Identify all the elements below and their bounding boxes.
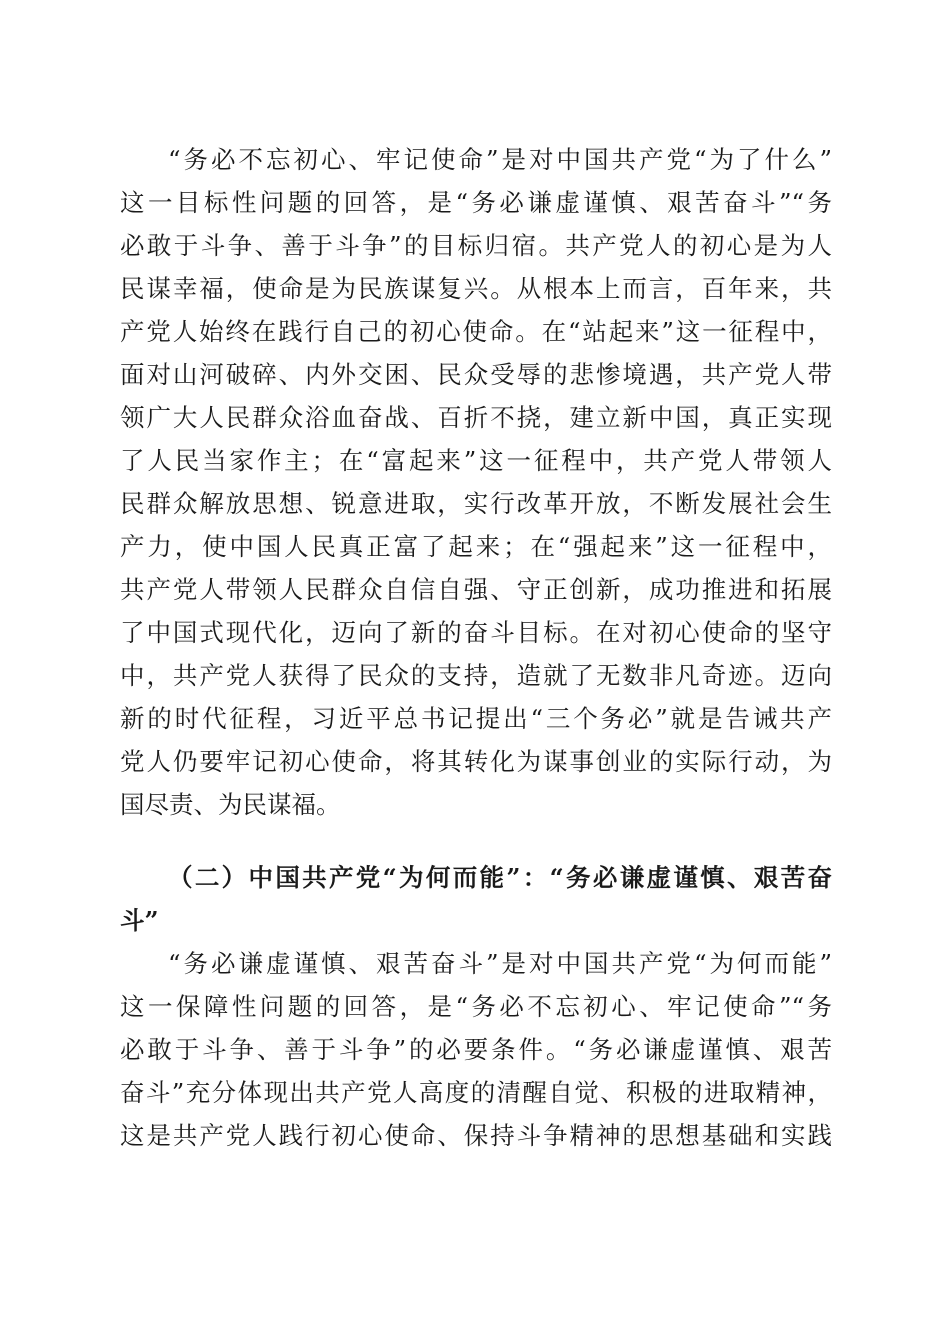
text-line: “务必不忘初心、牢记使命”是对中国共产党“为了什么”	[168, 145, 832, 174]
text-line: 中，共产党人获得了民众的支持，造就了无数非凡奇迹。迈向	[120, 661, 832, 690]
text-line: 共产党人带领人民群众自信自强、守正创新，成功推进和拓展	[120, 575, 832, 604]
text-line: 领广大人民群众浴血奋战、百折不挠，建立新中国，真正实现	[120, 403, 832, 432]
text-line: 这是共产党人践行初心使命、保持斗争精神的思想基础和实践	[120, 1121, 832, 1150]
text-line: 面对山河破碎、内外交困、民众受辱的悲惨境遇，共产党人带	[120, 360, 832, 389]
text-line: 国尽责、为民谋福。	[120, 790, 341, 819]
heading-line: （二）中国共产党“为何而能”：“务必谦虚谨慎、艰苦奋	[168, 863, 832, 892]
text-line: “务必谦虚谨慎、艰苦奋斗”是对中国共产党“为何而能”	[168, 949, 832, 978]
text-line: 这一保障性问题的回答，是“务必不忘初心、牢记使命”“务	[120, 992, 832, 1021]
text-line: 了中国式现代化，迈向了新的奋斗目标。在对初心使命的坚守	[120, 618, 832, 647]
text-line: 新的时代征程，习近平总书记提出“三个务必”就是告诫共产	[120, 704, 832, 733]
text-line: 产力，使中国人民真正富了起来；在“强起来”这一征程中，	[120, 532, 832, 561]
text-line: 党人仍要牢记初心使命，将其转化为谋事创业的实际行动，为	[120, 747, 832, 776]
text-line: 民群众解放思想、锐意进取，实行改革开放，不断发展社会生	[120, 489, 832, 518]
text-line: 必敢于斗争、善于斗争”的必要条件。“务必谦虚谨慎、艰苦	[120, 1035, 832, 1064]
text-line: 了人民当家作主；在“富起来”这一征程中，共产党人带领人	[120, 446, 832, 475]
text-line: 民谋幸福，使命是为民族谋复兴。从根本上而言，百年来，共	[120, 274, 832, 303]
text-line: 奋斗”充分体现出共产党人高度的清醒自觉、积极的进取精神，	[120, 1078, 832, 1107]
text-line: 产党人始终在践行自己的初心使命。在“站起来”这一征程中，	[120, 317, 832, 346]
text-line: 必敢于斗争、善于斗争”的目标归宿。共产党人的初心是为人	[120, 231, 832, 260]
heading-line: 斗”	[120, 906, 159, 935]
text-line: 这一目标性问题的回答，是“务必谦虚谨慎、艰苦奋斗”“务	[120, 188, 832, 217]
